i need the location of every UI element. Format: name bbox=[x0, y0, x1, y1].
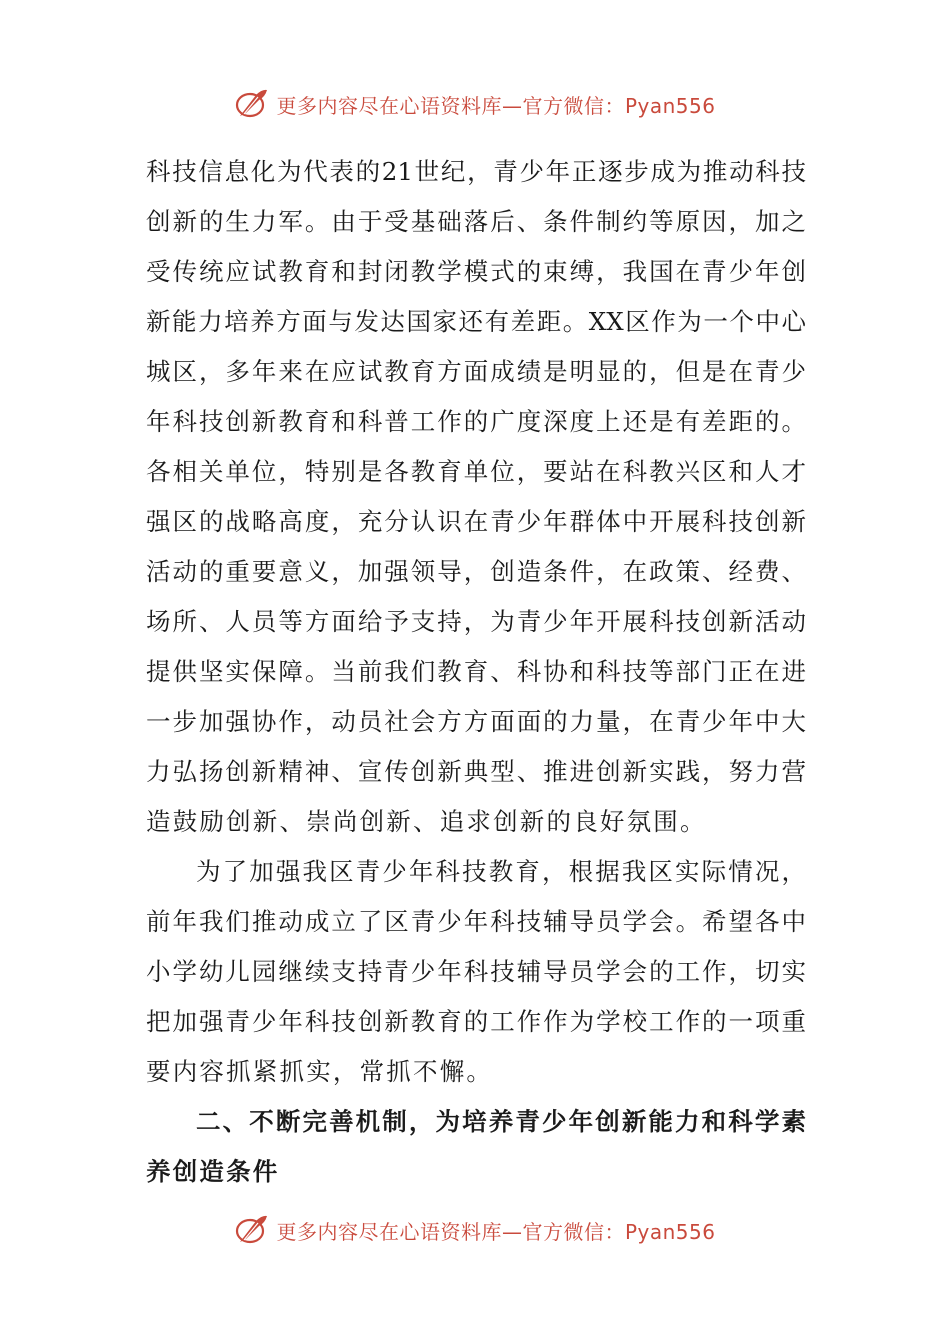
body-line: 各相关单位，特别是各教育单位，要站在科教兴区和人才 bbox=[146, 457, 806, 486]
body-line: 创新的生力军。由于受基础落后、条件制约等原因，加之 bbox=[146, 207, 806, 236]
body-line: 新能力培养方面与发达国家还有差距。XX区作为一个中心 bbox=[146, 307, 806, 336]
body-line: 活动的重要意义，加强领导，创造条件，在政策、经费、 bbox=[146, 557, 806, 586]
body-line: 场所、人员等方面给予支持，为青少年开展科技创新活动 bbox=[146, 607, 806, 636]
footer-watermark bbox=[0, 1210, 950, 1250]
body-line: 年科技创新教育和科普工作的广度深度上还是有差距的。 bbox=[146, 407, 806, 436]
quill-pen-logo-icon bbox=[234, 1212, 270, 1248]
header-watermark bbox=[0, 84, 950, 124]
body-line: 城区，多年来在应试教育方面成绩是明显的，但是在青少 bbox=[146, 357, 806, 386]
body-line: 提供坚实保障。当前我们教育、科协和科技等部门正在进 bbox=[146, 657, 806, 686]
body-line: 科技信息化为代表的21世纪，青少年正逐步成为推动科技 bbox=[146, 157, 806, 186]
body-line: 受传统应试教育和封闭教学模式的束缚，我国在青少年创 bbox=[146, 257, 806, 286]
paragraph-first-line: 为了加强我区青少年科技教育，根据我区实际情况， bbox=[196, 857, 806, 886]
body-line: 前年我们推动成立了区青少年科技辅导员学会。希望各中 bbox=[146, 907, 806, 936]
body-line: 要内容抓紧抓实，常抓不懈。 bbox=[146, 1057, 494, 1086]
quill-pen-logo-icon bbox=[234, 86, 270, 122]
document-body bbox=[146, 147, 806, 1197]
watermark-text: 更多内容尽在心语资料库—官方微信：Pyan556 bbox=[276, 93, 716, 118]
body-line: 一步加强协作，动员社会方方面面的力量，在青少年中大 bbox=[146, 707, 806, 736]
body-line: 造鼓励创新、崇尚创新、追求创新的良好氛围。 bbox=[146, 807, 707, 836]
body-line: 把加强青少年科技创新教育的工作作为学校工作的一项重 bbox=[146, 1007, 806, 1036]
body-line: 强区的战略高度，充分认识在青少年群体中开展科技创新 bbox=[146, 507, 806, 536]
watermark-text: 更多内容尽在心语资料库—官方微信：Pyan556 bbox=[276, 1219, 716, 1244]
section-heading: 二、不断完善机制，为培养青少年创新能力和科学素 bbox=[196, 1107, 806, 1136]
body-line: 力弘扬创新精神、宣传创新典型、推进创新实践，努力营 bbox=[146, 757, 806, 786]
body-line: 小学幼儿园继续支持青少年科技辅导员学会的工作，切实 bbox=[146, 957, 806, 986]
section-heading-continued: 养创造条件 bbox=[146, 1157, 280, 1186]
